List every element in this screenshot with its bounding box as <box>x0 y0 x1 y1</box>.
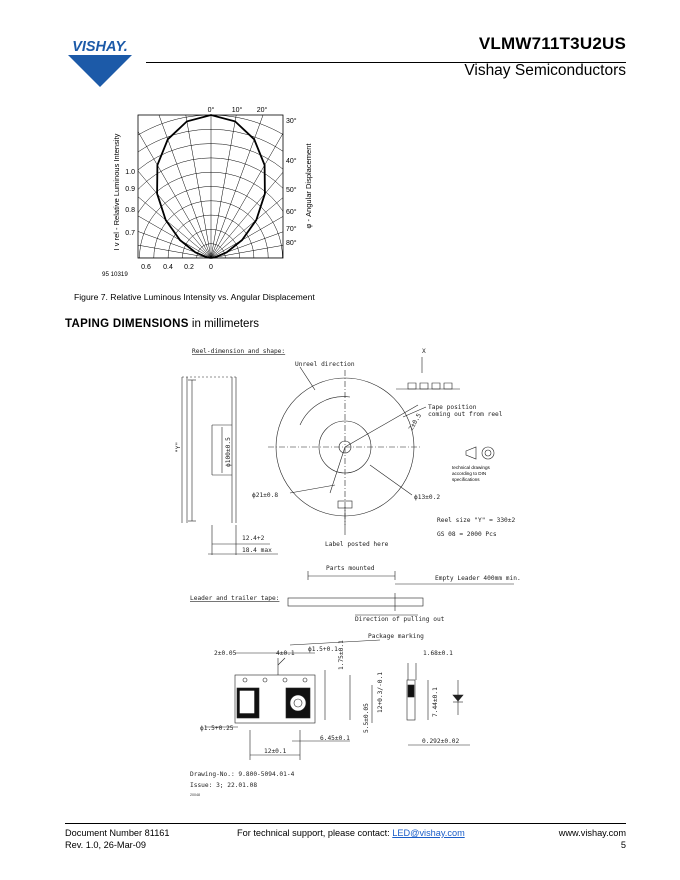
revision: Rev. 1.0, 26-Mar-09 <box>65 840 147 850</box>
grid-radial <box>211 111 340 258</box>
dim-12-vertical: 12+0.3/-0.1 <box>377 672 384 713</box>
grid-radial <box>90 100 211 258</box>
grid-radial <box>90 218 211 258</box>
polar-chart <box>90 100 340 285</box>
drawing-small-id: 20048 <box>190 793 200 797</box>
dim-1-5-b: ϕ1.5+0.25 <box>200 725 234 732</box>
dim-7-44: 7.44±0.1 <box>432 687 439 717</box>
tick-bottom-0: 0 <box>209 264 213 271</box>
dim-1-5: ϕ1.5+0.1 <box>308 646 338 653</box>
tape-position-1: Tape position <box>428 404 477 411</box>
document-number: Document Number 81161 <box>65 828 170 838</box>
tick-right-70: 70° <box>286 226 297 233</box>
label-posted: Label posted here <box>325 541 389 548</box>
vishay-logo <box>62 31 138 89</box>
dim-12-horizontal: 12±0.1 <box>264 748 287 755</box>
drawing-number: Drawing-No.: 9.800-5094.01-4 <box>190 771 295 778</box>
tick-bottom-0.6: 0.6 <box>141 264 151 271</box>
footer-rule <box>65 823 626 824</box>
width-12: 12.4+2 <box>242 535 265 542</box>
right-axis-label: φ - Angular Displacement <box>304 143 313 229</box>
direction-pulling: Direction of pulling out <box>355 616 445 623</box>
website: www.vishay.com <box>558 828 626 838</box>
figure-caption: Figure 7. Relative Luminous Intensity vs. Angular Displacement <box>74 292 315 302</box>
d2-dimension: 2±0.5 <box>407 412 424 432</box>
width-18: 18.4 max <box>242 547 272 554</box>
grid-ring <box>90 115 340 285</box>
parts-mounted: Parts mounted <box>326 565 375 572</box>
brand-triangle-icon <box>68 55 132 87</box>
tick-right-50: 50° <box>286 187 297 194</box>
drawing-issue: Issue: 3; 22.01.08 <box>190 782 258 789</box>
empty-leader: Empty Leader 400mm min. <box>435 575 521 582</box>
tick-bottom-0.2: 0.2 <box>184 264 194 271</box>
gs08-pieces: GS 08 = 2000 Pcs <box>437 531 497 538</box>
tick-right-40: 40° <box>286 158 297 165</box>
tick-intensity-0.9: 0.9 <box>125 186 135 193</box>
figure-id-label: 95 10319 <box>102 271 128 278</box>
dim-5-5: 5.5±0.05 <box>363 703 370 733</box>
tick-top-10: 10° <box>231 107 243 114</box>
dim-0-292: 0.292±0.02 <box>422 738 460 745</box>
grid-radial <box>211 144 340 258</box>
tick-right-60: 60° <box>286 209 297 216</box>
package-marking: Package marking <box>368 633 424 640</box>
y-dimension: "Y" <box>175 441 182 453</box>
d13-dimension: ϕ13±0.2 <box>414 494 441 501</box>
tick-top-20: 20° <box>256 107 268 114</box>
d21-dimension: ϕ21±0.8 <box>252 492 279 499</box>
tech-note-2: according to DIN <box>452 471 487 476</box>
reel-size: Reel size "Y" = 330±2 <box>437 517 516 524</box>
hub-dimension: ϕ100±0.5 <box>225 437 232 467</box>
dim-1-68: 1.68±0.1 <box>423 650 453 657</box>
page-number: 5 <box>620 840 626 850</box>
tape-position-2: coming out from reel <box>428 411 503 418</box>
support-prefix: For technical support, please contact: <box>237 828 393 838</box>
dim-2: 2±0.05 <box>214 650 237 657</box>
company-name: Vishay Semiconductors <box>464 62 626 79</box>
tick-intensity-0.8: 0.8 <box>125 207 135 214</box>
tick-intensity-0.7: 0.7 <box>125 230 135 237</box>
brand-wordmark: VISHAY. <box>72 39 128 55</box>
leader-tape <box>288 598 423 606</box>
support-email-link[interactable]: LED@vishay.com <box>392 828 465 838</box>
tick-top-0: 0° <box>207 107 215 114</box>
unreel-direction: Unreel direction <box>295 361 355 368</box>
support-contact <box>237 828 465 838</box>
section-heading-bold: TAPING DIMENSIONS <box>65 318 189 330</box>
tick-bottom-0.4: 0.4 <box>163 264 173 271</box>
tick-right-80: 80° <box>286 240 297 247</box>
grid-radial <box>211 180 340 258</box>
section-heading-rest: in millimeters <box>188 318 260 330</box>
tick-right-30: 30° <box>286 118 297 125</box>
tech-note-1: technical drawings <box>452 465 490 470</box>
leader-trailer-title: Leader and trailer tape: <box>190 595 280 602</box>
dim-4: 4±0.1 <box>276 650 295 657</box>
section-heading <box>65 318 259 330</box>
tick-intensity-1.0: 1.0 <box>125 169 135 176</box>
x-label: X <box>422 348 426 355</box>
left-axis-label: I v rel - Relative Luminous Intensity <box>112 133 121 251</box>
part-number: VLMW711T3U2US <box>478 34 626 53</box>
reel-title: Reel-dimension and shape: <box>192 348 286 355</box>
taping-drawing <box>150 335 545 815</box>
dim-1-75: 1.75±0.1 <box>338 640 345 670</box>
dim-6-45: 6.45±0.1 <box>320 735 350 742</box>
tech-note-3: specifications <box>452 477 480 482</box>
